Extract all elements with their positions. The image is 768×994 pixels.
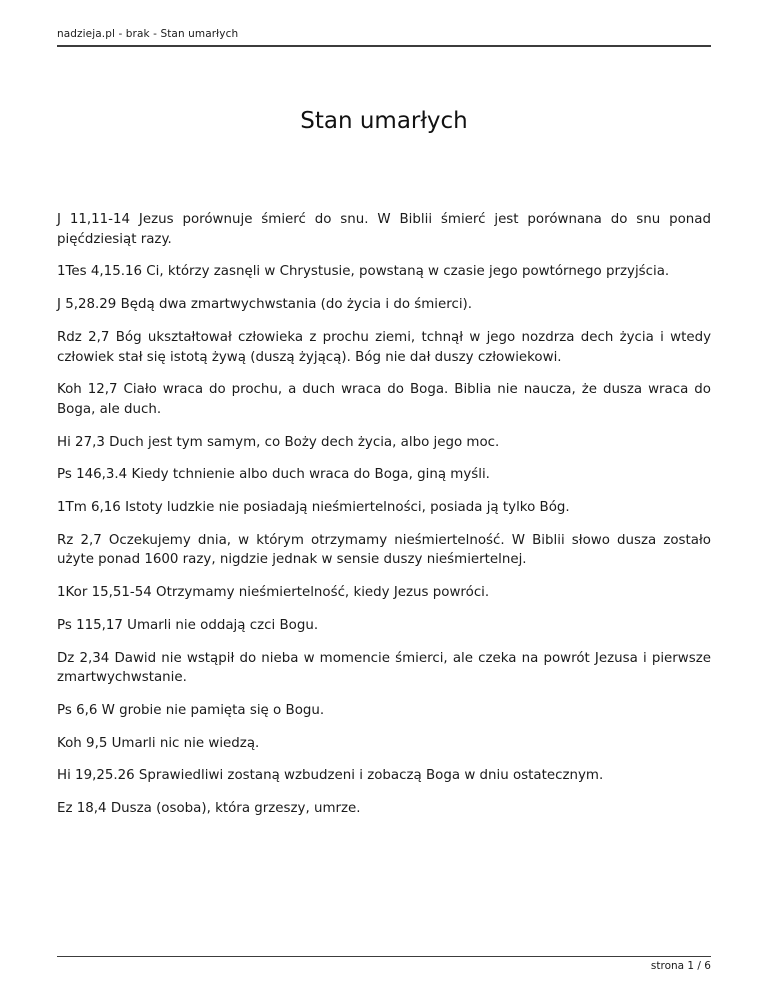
paragraph: Ps 146,3.4 Kiedy tchnienie albo duch wraca do Boga, giną myśli.	[57, 467, 490, 483]
paragraph: Hi 19,25.26 Sprawiedliwi zostaną wzbudzeni i zobaczą Boga w dniu ostatecznym.	[57, 768, 604, 784]
document-body	[57, 210, 711, 832]
footer-divider	[57, 956, 711, 957]
paragraph: J 5,28.29 Będą dwa zmartwychwstania (do życia i do śmierci).	[57, 297, 473, 313]
paragraph: 1Kor 15,51-54 Otrzymamy nieśmiertelność, kiedy Jezus powróci.	[57, 585, 490, 601]
paragraph: Hi 27,3 Duch jest tym samym, co Boży dech życia, albo jego moc.	[57, 434, 500, 450]
page-footer	[57, 956, 711, 972]
page-number: strona 1 / 6	[650, 960, 711, 972]
paragraph: J 11,11-14 Jezus porównuje śmierć do snu. W Biblii śmierć jest porównana do snu ponad pięćdziesiąt razy.	[57, 212, 711, 247]
paragraph: Koh 9,5 Umarli nic nie wiedzą.	[57, 735, 260, 751]
paragraph: 1Tes 4,15.16 Ci, którzy zasnęli w Chrystusie, powstaną w czasie jego powtórnego przyjścia.	[57, 264, 670, 280]
paragraph: Ps 115,17 Umarli nie oddają czci Bogu.	[57, 617, 319, 633]
paragraph: Dz 2,34 Dawid nie wstąpił do nieba w momencie śmierci, ale czeka na powrót Jezusa i pierwsze zmartwychwstanie.	[57, 650, 711, 686]
header-title: nadzieja.pl - brak - Stan umarłych	[57, 28, 239, 40]
paragraph: Rz 2,7 Oczekujemy dnia, w którym otrzymamy nieśmiertelność. W Biblii słowo dusza zostało użyte ponad 1600 razy, nigdzie jednak w sensie duszy nieśmiertelnej.	[57, 532, 711, 568]
page-header	[57, 28, 711, 47]
paragraph: Koh 12,7 Ciało wraca do prochu, a duch wraca do Boga. Biblia nie naucza, że dusza wraca do Boga, ale duch.	[57, 382, 711, 417]
header-divider	[57, 45, 711, 47]
paragraph: 1Tm 6,16 Istoty ludzkie nie posiadają nieśmiertelności, posiada ją tylko Bóg.	[57, 500, 570, 516]
page-title: Stan umarłych	[300, 108, 468, 134]
paragraph: Ps 6,6 W grobie nie pamięta się o Bogu.	[57, 702, 325, 718]
paragraph: Ez 18,4 Dusza (osoba), która grzeszy, umrze.	[57, 801, 361, 817]
paragraph: Rdz 2,7 Bóg ukształtował człowieka z prochu ziemi, tchnął w jego nozdrza dech życia i wtedy człowiek stał się istotą żywą (duszą żyjącą). Bóg nie dał duszy człowiekowi.	[57, 329, 711, 365]
